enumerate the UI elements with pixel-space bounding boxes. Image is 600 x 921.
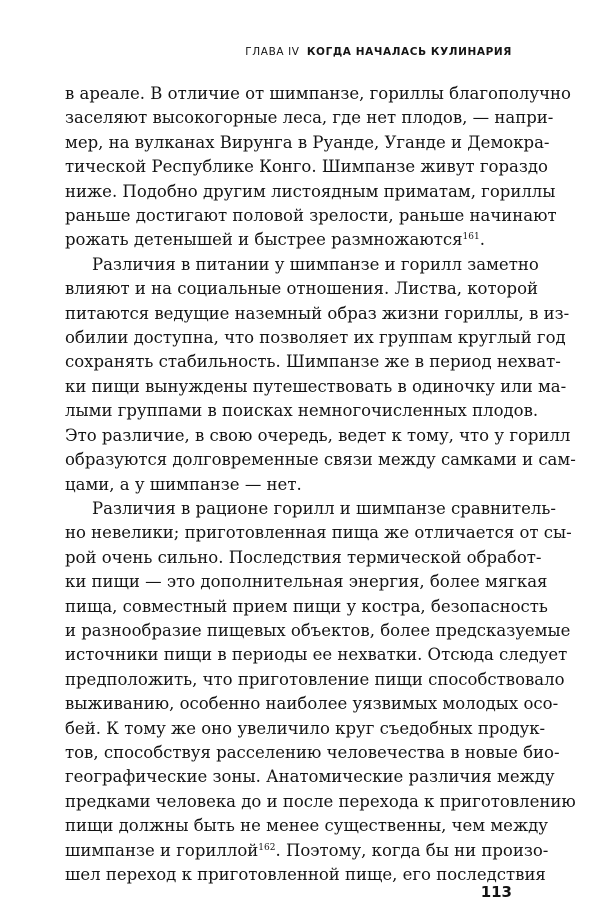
text-line: обилии доступна, что позволяет их группам круглый год: [65, 328, 566, 348]
text-line: лыми группами в поисках немногочисленных плодов.: [65, 401, 539, 421]
text-line: бей. К тому же оно увеличило круг съедобных продук-: [65, 718, 546, 738]
text-line: ки пищи вынуждены путешествовать в одиночку или ма-: [65, 376, 567, 396]
text-line-with-footnote: [65, 228, 515, 252]
text-line: образуются долговременные связи между самками и сам-: [65, 450, 576, 470]
text-fragment: шимпанзе и гориллой: [65, 840, 259, 860]
text-line: мер, на вулканах Вирунга в Руанде, Уганде и Демокра-: [65, 132, 550, 152]
body-text: [65, 82, 576, 887]
running-head: [245, 46, 512, 58]
text-line: в ареале. В отличие от шимпанзе, гориллы благополучно: [65, 84, 571, 103]
punctuation: .: [275, 840, 286, 860]
page-number: 113: [480, 883, 512, 901]
text-line: пищи должны быть не менее существенны, чем между: [65, 816, 548, 836]
text-line: предками человека до и после перехода к приготовлению: [65, 791, 576, 811]
text-line: выживанию, особенно наиболее уязвимых молодых осо-: [65, 694, 559, 714]
text-line: заселяют высокогорные леса, где нет плодов, — напри-: [65, 108, 554, 128]
text-line: влияют и на социальные отношения. Листва, которой: [65, 279, 539, 299]
text-line: географические зоны. Анатомические различия между: [65, 767, 555, 787]
footnote-ref[interactable]: 162: [258, 842, 276, 853]
footnote-ref[interactable]: 161: [462, 232, 480, 243]
text-line: Различия в питании у шимпанзе и горилл заметно: [92, 254, 539, 274]
text-line: ниже. Подобно другим листоядным приматам, гориллы: [65, 181, 556, 201]
text-line: раньше достигают половой зрелости, раньше начинают: [65, 206, 557, 226]
text-line: питаются ведущие наземный образ жизни гориллы, в из-: [65, 303, 570, 323]
text-line: рой очень сильно. Последствия термической обработ-: [65, 547, 542, 567]
text-line: источники пищи в периоды ее нехватки. Отсюда следует: [65, 645, 568, 665]
text-line: ки пищи — это дополнительная энергия, более мягкая: [65, 572, 548, 592]
text-line: тической Республике Конго. Шимпанзе живут гораздо: [65, 157, 548, 177]
text-line: шел переход к приготовленной пище, его последствия: [65, 865, 546, 884]
text-line: тов, способствуя расселению человечества в новые био-: [65, 742, 560, 762]
punctuation: .: [479, 230, 485, 250]
text-line: Это различие, в свою очередь, ведет к тому, что у горилл: [65, 425, 571, 445]
text-line: цами, а у шимпанзе — нет.: [65, 474, 302, 494]
text-line: сохранять стабильность. Шимпанзе же в период нехват-: [65, 352, 561, 372]
text-fragment: Поэтому, когда бы ни произо-: [285, 840, 549, 860]
text-line: и разнообразие пищевых объектов, более предсказуемые: [65, 620, 571, 640]
text-fragment: рожать детенышей и быстрее размножаются: [65, 230, 463, 250]
chapter-title: КОГДА НАЧАЛАСЬ КУЛИНАРИЯ: [306, 46, 512, 58]
text-line: пища, совместный прием пищи у костра, безопасность: [65, 596, 548, 616]
text-line-with-footnote: [65, 839, 549, 863]
chapter-label: ГЛАВА IV: [245, 46, 300, 58]
text-line: предположить, что приготовление пищи способствовало: [65, 669, 565, 689]
text-line: Различия в рационе горилл и шимпанзе сравнитель-: [92, 498, 556, 518]
text-line: но невелики; приготовленная пища же отличается от сы-: [65, 523, 572, 543]
